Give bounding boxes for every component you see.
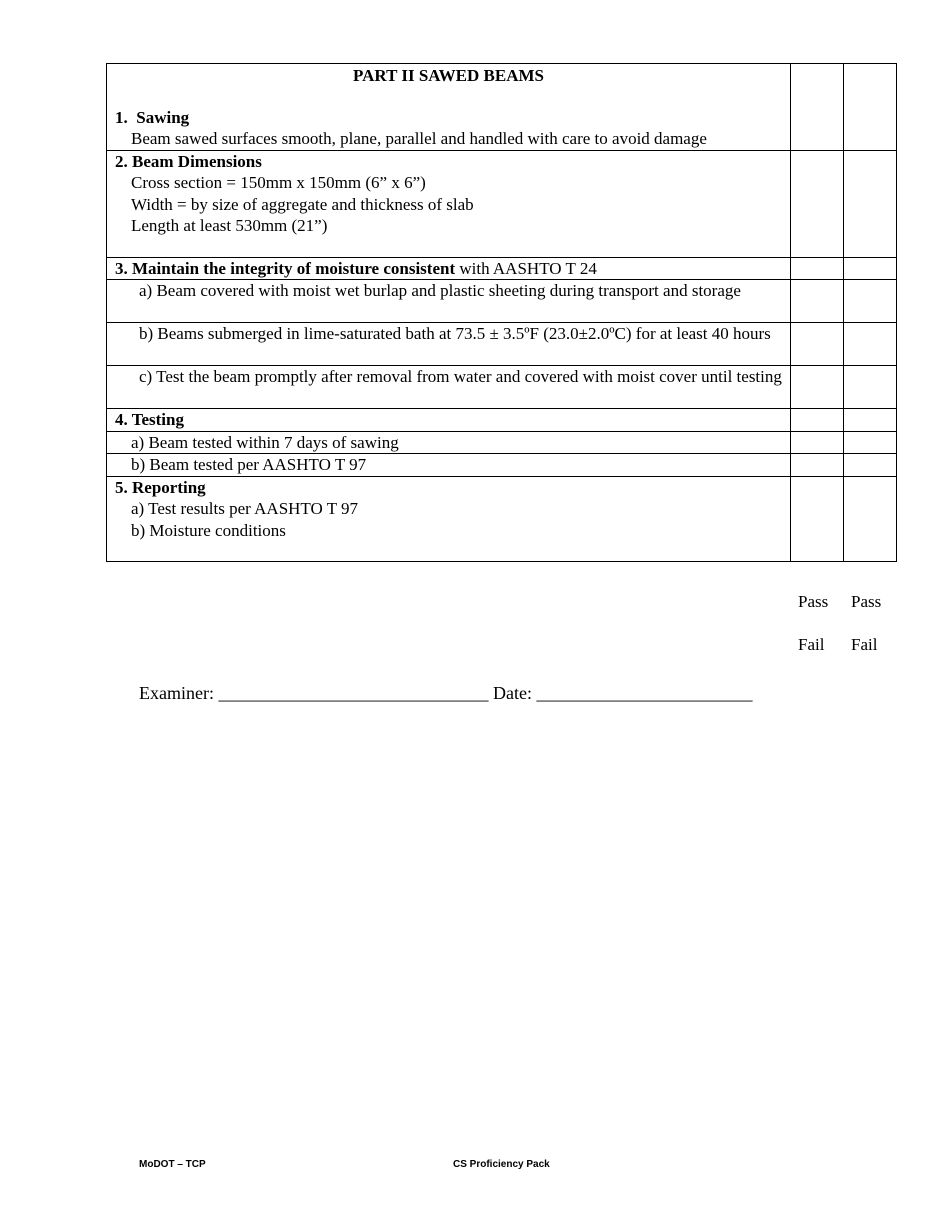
section-3-item-row — [107, 366, 897, 409]
footer-left: MoDOT – TCP — [139, 1159, 206, 1170]
fail-check-cell[interactable] — [844, 366, 897, 409]
pass-check-cell[interactable] — [791, 454, 844, 477]
section-3-item: b) Beams submerged in lime-saturated bath at 73.5 ± 3.5ºF (23.0±2.0ºC) for at least 40 hours — [139, 324, 771, 343]
section-4-heading: 4. Testing — [115, 410, 184, 429]
section-1-heading-text: Sawing — [136, 107, 190, 127]
pass-check-cell[interactable] — [791, 366, 844, 409]
checklist-table — [106, 63, 897, 562]
section-dimensions-row — [107, 150, 897, 257]
section-4-item-row — [107, 454, 897, 477]
section-reporting-row — [107, 476, 897, 561]
date-field[interactable]: ________________________ — [536, 683, 753, 703]
fail-label-col1: Fail — [798, 635, 825, 654]
fail-check-cell[interactable] — [844, 64, 897, 151]
section-moisture-heading-row — [107, 257, 897, 280]
pass-check-cell[interactable] — [791, 476, 844, 561]
date-label: Date: — [492, 683, 532, 703]
section-5-heading: 5. Reporting — [115, 477, 206, 497]
fail-check-cell[interactable] — [844, 476, 897, 561]
section-testing-heading-row — [107, 409, 897, 432]
section-4-item-row — [107, 431, 897, 454]
pass-label-col2: Pass — [851, 592, 882, 611]
section-2-heading: 2. Beam Dimensions — [115, 151, 262, 171]
examiner-field[interactable]: ______________________________ — [218, 683, 489, 703]
footer-center: CS Proficiency Pack — [453, 1159, 550, 1170]
pass-check-cell[interactable] — [791, 150, 844, 257]
fail-check-cell[interactable] — [844, 257, 897, 280]
pass-check-cell[interactable] — [791, 409, 844, 432]
section-3-item-row — [107, 280, 897, 323]
pass-check-cell[interactable] — [791, 431, 844, 454]
section-3-heading-bold: 3. Maintain the integrity of moisture consistent — [115, 258, 456, 278]
pass-label-col1: Pass — [798, 592, 829, 611]
section-4-item: a) Beam tested within 7 days of sawing — [131, 432, 399, 452]
fail-check-cell[interactable] — [844, 323, 897, 366]
section-2-line: Width = by size of aggregate and thickness of slab — [131, 194, 474, 214]
pass-check-cell[interactable] — [791, 257, 844, 280]
fail-check-cell[interactable] — [844, 431, 897, 454]
fail-check-cell[interactable] — [844, 150, 897, 257]
section-5-item: b) Moisture conditions — [131, 520, 286, 540]
section-2-line: Cross section = 150mm x 150mm (6” x 6”) — [131, 173, 426, 192]
section-3-item-row — [107, 323, 897, 366]
page-title: PART II SAWED BEAMS — [352, 66, 544, 85]
section-3-item: c) Test the beam promptly after removal from water and covered with moist cover until testing — [139, 367, 782, 386]
fail-label-col2: Fail — [851, 635, 878, 654]
pass-check-cell[interactable] — [791, 64, 844, 151]
section-4-item: b) Beam tested per AASHTO T 97 — [131, 455, 367, 474]
signature-line — [139, 683, 752, 704]
fail-check-cell[interactable] — [844, 280, 897, 323]
examiner-label: Examiner: — [139, 683, 214, 703]
pass-check-cell[interactable] — [791, 280, 844, 323]
section-2-line: Length at least 530mm (21”) — [131, 216, 328, 235]
section-1-line: Beam sawed surfaces smooth, plane, parallel and handled with care to avoid damage — [131, 129, 707, 148]
section-sawing-row — [107, 64, 897, 151]
section-1-number: 1. — [115, 107, 128, 127]
fail-check-cell[interactable] — [844, 409, 897, 432]
section-1-heading — [107, 107, 790, 129]
section-3-heading-rest: with AASHTO T 24 — [455, 258, 597, 278]
section-3-item: a) Beam covered with moist wet burlap and plastic sheeting during transport and storage — [139, 281, 741, 300]
section-5-item: a) Test results per AASHTO T 97 — [131, 499, 359, 518]
fail-check-cell[interactable] — [844, 454, 897, 477]
pass-check-cell[interactable] — [791, 323, 844, 366]
section-3-heading — [107, 258, 790, 280]
